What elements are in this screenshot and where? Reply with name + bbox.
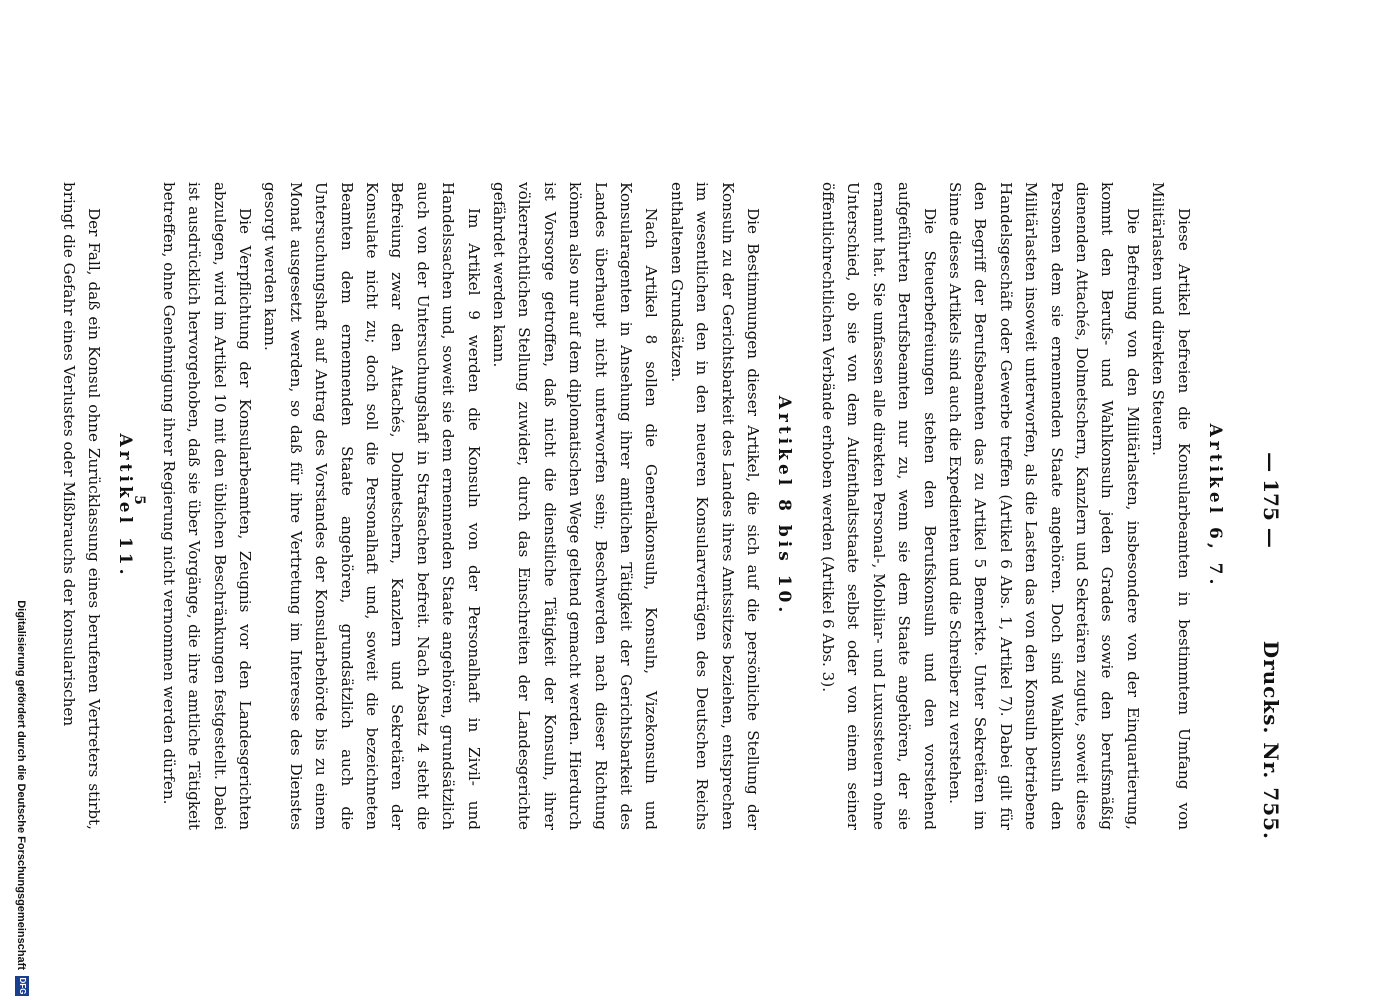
paragraph: Nach Artikel 8 sollen die Generalkonsuln, Konsuln, Vizekonsuln und Konsularagenten in Ansehung ihrer amtlichen Tätigkeit der Gerichtsbarkeit des Landes überhaupt nicht unterworfen sein; Beschwerden nach dieser Richtung können also nur auf dem diplomatischen Wege geltend gemacht werden. Hierdurch ist Vorsorge getroffen, daß nicht die dienstliche Tätigkeit der Konsuln, ihrer völkerrechtlichen Stellung zuwider, durch das Einschreiten der Landesgerichte gefährdet werden kann. [490, 182, 661, 830]
section-heading: Artikel 6, 7. [1205, 423, 1225, 589]
funding-credit: Digitalisierung gefördert durch die Deutsche Forschungsgemeinschaft [15, 600, 27, 970]
section-heading: Artikel 8 bis 10. [774, 395, 795, 617]
paragraph: Die Befreiung von den Militärlasten, insbesondere von der Einquartierung, kommt den Berufs- und Wahlkonsuln jeden Grades sowie den berufsmäßig dienenden Attachés, Dolmetschern, Kanzlern und Sekretären zugute, soweit diese Personen dem sie ernennenden Staate angehören. Doch sind Wahlkonsuln den Militärlasten insoweit unterworfen, als die Lasten das von den Konsuln betriebene Handelsgeschäft oder Gewerbe treffen (Artikel 6 Abs. 1, Artikel 7). Dabei gilt für den Begriff der Berufsbeamten das zu Artikel 5 Bemerkte. Unter Sekretären im Sinne dieses Artikels sind auch die Expedienten und die Schreiber zu verstehen. [945, 182, 1142, 830]
document-body [55, 182, 1231, 830]
printer-signature: 5 [131, 495, 147, 505]
dfg-logo: DFG [15, 976, 29, 996]
drucksache-number: Drucks. Nr. 755. [1259, 640, 1283, 840]
page-header [1249, 180, 1283, 840]
paragraph: Die Bestimmungen dieser Artikel, die sich auf die persönliche Stellung der Konsuln zu der Gerichtsbarkeit des Landes ihres Amtssitzes beziehen, entsprechen im wesentlichen den in den neueren Konsularverträgen des Deutschen Reichs enthaltenen Grundsätzen. [667, 182, 763, 830]
section-heading: Artikel 11. [115, 433, 136, 579]
paragraph: Der Fall, daß ein Konsul ohne Zurücklassung eines berufenen Vertreters stirbt, bringt die Gefahr eines Verlustes oder Mißbrauchs der konsularischen [59, 182, 103, 830]
page-number: — 175 — [1259, 452, 1283, 548]
paragraph: Diese Artikel befreien die Konsularbeamten in bestimmtem Umfang von Militärlasten und direkten Steuern. [1149, 182, 1193, 830]
paragraph: Die Verpflichtung der Konsularbeamten, Zeugnis vor den Landesgerichten abzulegen, wird im Artikel 10 mit den üblichen Beschränkungen festgestellt. Dabei ist ausdrücklich hervorgehoben, daß sie über Vorgänge, die ihre amtliche Tätigkeit betreffen, ohne Genehmigung ihrer Regierung nicht vernommen werden dürfen. [159, 182, 254, 830]
paragraph: Im Artikel 9 werden die Konsuln von der Personalhaft in Zivil- und Handelssachen und, soweit sie dem ernennenden Staate angehören, grundsätzlich auch von der Untersuchungshaft in Strafsachen befreit. Nach Absatz 4 steht die Befreiung zwar den Attachés, Dolmetschern, Kanzlern und Sekretären der Konsulate nicht zu; doch soll die Personalhaft und, soweit die bezeichneten Beamten dem ernennenden Staate angehören, grundsätzlich auch die Untersuchungshaft auf Antrag des Vorstandes der Konsularbehörde bis zu einem Monat ausgesetzt werden, so daß für ihre Vertretung im Interesse des Dienstes gesorgt werden kann. [261, 182, 483, 830]
paragraph: Die Steuerbefreiungen stehen den Berufskonsuln und den vorstehend aufgeführten Berufsbeamten nur zu, wenn sie dem Staate angehören, der sie ernannt hat. Sie umfassen alle direkten Personal-, Mobiliar- und Luxussteuern ohne Unterschied, ob sie von dem Aufenthaltsstaate selbst oder von einem seiner öffentlichrechtlichen Verbände erhoben werden (Artikel 6 Abs. 3). [818, 182, 939, 830]
digitization-footer [8, 0, 30, 1000]
